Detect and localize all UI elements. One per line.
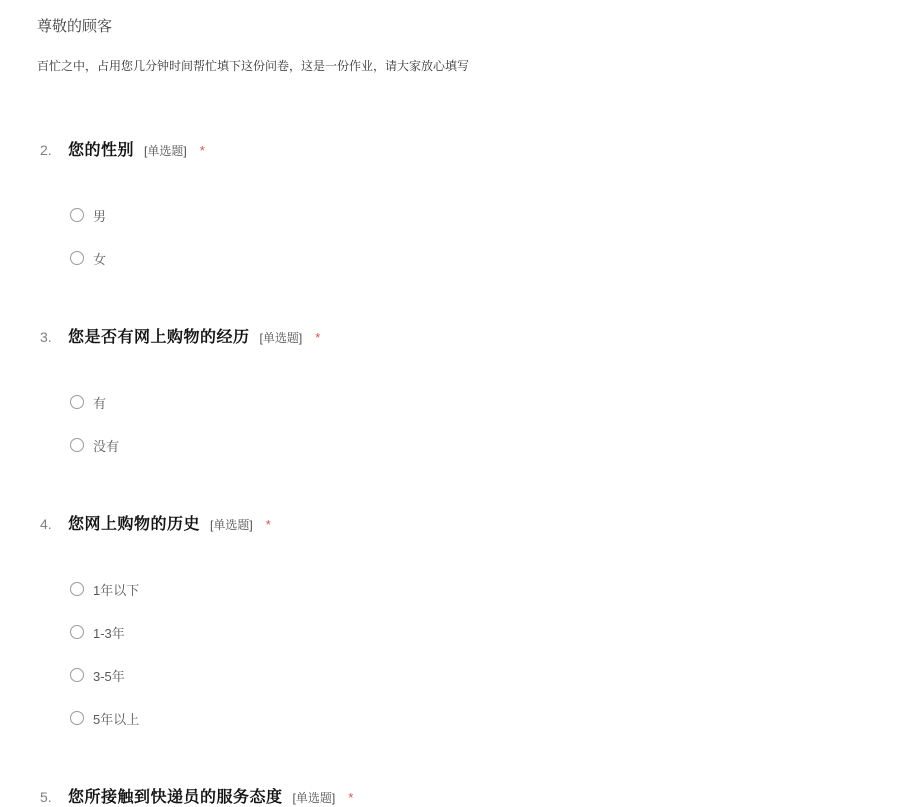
radio-button[interactable] <box>70 582 84 596</box>
option-row[interactable] <box>70 391 880 413</box>
radio-button[interactable] <box>70 395 84 409</box>
question-list <box>37 137 880 806</box>
question-header <box>37 511 880 533</box>
question-title: 您网上购物的历史 <box>68 516 201 533</box>
radio-button[interactable] <box>70 251 84 265</box>
radio-button[interactable] <box>70 208 84 222</box>
question-block <box>37 511 880 729</box>
question-title: 您所接触到快递员的服务态度 <box>68 789 283 806</box>
radio-button[interactable] <box>70 438 84 452</box>
question-type-tag: [单选题] <box>259 331 303 345</box>
page-description: 百忙之中，占用您几分钟时间帮忙填下这份问卷，这是一份作业，请大家放心填写 <box>37 59 470 73</box>
question-type-tag: [单选题] <box>144 144 187 158</box>
question-header <box>37 137 880 159</box>
radio-button[interactable] <box>70 668 84 682</box>
options <box>70 204 880 269</box>
option-label[interactable]: 5年以上 <box>93 711 140 727</box>
option-label[interactable]: 男 <box>93 208 107 224</box>
question-type-tag: [单选题] <box>210 518 253 532</box>
option-label[interactable]: 有 <box>93 395 107 411</box>
question-header <box>37 324 880 346</box>
question-block <box>37 784 880 806</box>
question-number: 4. <box>40 516 52 532</box>
option-row[interactable] <box>70 578 880 600</box>
question-header <box>37 784 880 806</box>
option-row[interactable] <box>70 664 880 686</box>
question-number: 5. <box>40 789 52 805</box>
option-label[interactable]: 1年以下 <box>93 582 140 598</box>
required-asterisk: * <box>199 143 205 158</box>
radio-button[interactable] <box>70 625 84 639</box>
option-label[interactable]: 3-5年 <box>93 668 125 684</box>
question-type-tag: [单选题] <box>292 791 336 805</box>
option-row[interactable] <box>70 247 880 269</box>
question-title: 您是否有网上购物的经历 <box>68 329 250 346</box>
option-label[interactable]: 女 <box>93 251 107 267</box>
option-row[interactable] <box>70 434 880 456</box>
option-label[interactable]: 没有 <box>93 438 120 454</box>
question-block <box>37 137 880 269</box>
options <box>70 391 880 456</box>
options <box>70 578 880 729</box>
option-row[interactable] <box>70 707 880 729</box>
radio-button[interactable] <box>70 711 84 725</box>
question-block <box>37 324 880 456</box>
option-row[interactable] <box>70 621 880 643</box>
required-asterisk: * <box>265 517 271 532</box>
required-asterisk: * <box>348 790 354 805</box>
option-row[interactable] <box>70 204 880 226</box>
required-asterisk: * <box>315 330 321 345</box>
question-number: 3. <box>40 329 52 345</box>
option-label[interactable]: 1-3年 <box>93 625 125 641</box>
question-number: 2. <box>40 142 52 158</box>
page-title: 尊敬的顾客 <box>37 18 113 35</box>
question-title: 您的性别 <box>68 142 135 159</box>
